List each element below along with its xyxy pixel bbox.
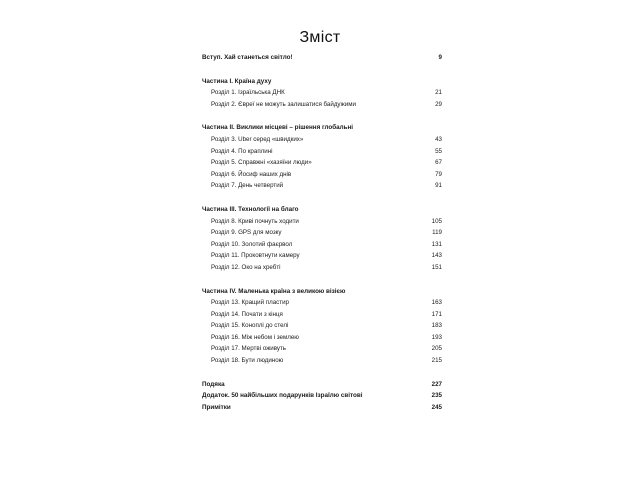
toc-entry-page: 91 xyxy=(435,182,442,190)
toc-entry-page: 105 xyxy=(431,217,442,225)
toc-entry-label: Розділ 8. Криві почнуть ходити xyxy=(211,217,299,225)
front-matter-group xyxy=(202,52,442,64)
toc-entry-chapter[interactable] xyxy=(202,239,442,251)
toc-entry-chapter[interactable] xyxy=(202,343,442,355)
toc-entry-page: 151 xyxy=(431,263,442,271)
toc-entry-chapter[interactable] xyxy=(202,250,442,262)
part-group-2 xyxy=(202,122,442,192)
toc-entry-chapter[interactable] xyxy=(202,355,442,367)
toc-entry-chapter[interactable] xyxy=(202,332,442,344)
toc-entry-appendix[interactable] xyxy=(202,390,442,402)
part-heading-3 xyxy=(202,204,442,216)
toc-entry-notes[interactable] xyxy=(202,402,442,414)
toc-entry-page: 143 xyxy=(431,252,442,260)
toc-entry-label: Вступ. Хай станеться світло! xyxy=(202,54,293,61)
toc-entry-page: 55 xyxy=(435,147,442,155)
toc-entry-chapter[interactable] xyxy=(202,297,442,309)
toc-entry-page: 235 xyxy=(431,392,442,400)
part-group-3 xyxy=(202,204,442,274)
toc-entry-label: Примітки xyxy=(202,403,231,411)
toc-entry-label: Розділ 14. Почати з кінця xyxy=(211,310,283,318)
toc-entry-chapter[interactable] xyxy=(202,227,442,239)
back-matter-group xyxy=(202,379,442,414)
part-heading-label: Частина II. Виклики місцеві – рішення глобальні xyxy=(202,124,354,132)
toc-entry-label: Розділ 9. GPS для мозку xyxy=(211,229,282,237)
toc-entry-page: 163 xyxy=(431,299,442,307)
toc-entry-chapter[interactable] xyxy=(202,180,442,192)
toc-entry-chapter[interactable] xyxy=(202,169,442,181)
toc-entry-label: Додаток. 50 найбільших подарунків Ізраїлю світові xyxy=(202,392,363,400)
toc-entry-page: 9 xyxy=(438,54,442,61)
toc-entry-label: Розділ 7. День четвертий xyxy=(211,182,284,190)
toc-entry-label: Подяка xyxy=(202,380,225,388)
part-group-4 xyxy=(202,286,442,367)
spacer xyxy=(202,274,442,286)
toc-entry-label: Розділ 17. Мертві оживуть xyxy=(211,345,287,353)
part-heading-label: Частина IV. Маленька країна з великою візією xyxy=(202,287,346,295)
toc-entry-chapter[interactable] xyxy=(202,309,442,321)
part-heading-2 xyxy=(202,122,442,134)
toc-entry-label: Розділ 2. Євреї не можуть залишатися байдужими xyxy=(211,100,356,108)
toc-entry-label: Розділ 10. Золотий фаєрвол xyxy=(211,240,293,248)
toc-entry-chapter[interactable] xyxy=(202,99,442,111)
toc-entry-page: 79 xyxy=(435,170,442,178)
toc-entry-chapter[interactable] xyxy=(202,320,442,332)
toc-entry-label: Розділ 18. Бути людиною xyxy=(211,357,284,365)
spacer xyxy=(202,367,442,379)
toc-entry-chapter[interactable] xyxy=(202,216,442,228)
toc-entry-page: 131 xyxy=(431,240,442,248)
toc-list xyxy=(202,52,442,413)
part-group-1 xyxy=(202,76,442,111)
toc-entry-chapter[interactable] xyxy=(202,134,442,146)
toc-entry-page: 119 xyxy=(432,229,442,237)
toc-entry-label: Розділ 13. Кращий пластир xyxy=(211,299,289,307)
toc-entry-intro[interactable] xyxy=(202,52,442,64)
spacer xyxy=(202,192,442,204)
part-heading-1 xyxy=(202,76,442,88)
toc-entry-page: 183 xyxy=(431,322,442,330)
toc-entry-chapter[interactable] xyxy=(202,146,442,158)
spacer xyxy=(202,110,442,122)
toc-entry-label: Розділ 3. Uber серед «швидких» xyxy=(211,135,304,143)
toc-entry-label: Розділ 5. Справжні «хазяїни люди» xyxy=(211,159,312,167)
toc-entry-label: Розділ 6. Йосиф наших днів xyxy=(211,170,292,178)
toc-entry-chapter[interactable] xyxy=(202,157,442,169)
toc-entry-label: Розділ 15. Коноплі до стелі xyxy=(211,322,289,330)
toc-entry-page: 245 xyxy=(431,403,442,411)
toc-entry-page: 205 xyxy=(431,345,442,353)
toc-entry-label: Розділ 16. Між небом і землею xyxy=(211,333,299,341)
toc-entry-chapter[interactable] xyxy=(202,262,442,274)
toc-entry-chapter[interactable] xyxy=(202,87,442,99)
toc-entry-page: 171 xyxy=(431,310,442,318)
part-heading-label: Частина I. Країна духу xyxy=(202,77,272,85)
toc-entry-page: 215 xyxy=(431,357,442,365)
page-title: Зміст xyxy=(299,29,341,46)
toc-entry-page: 21 xyxy=(435,89,442,97)
toc-entry-label: Розділ 4. По краплині xyxy=(211,147,273,155)
toc-entry-label: Розділ 1. Ізраїльська ДНК xyxy=(211,89,285,97)
spacer xyxy=(202,64,442,76)
toc-entry-page: 193 xyxy=(431,333,442,341)
part-heading-label: Частина III. Технології на благо xyxy=(202,205,299,213)
toc-entry-page: 227 xyxy=(431,380,442,388)
toc-entry-label: Розділ 12. Око на хребті xyxy=(211,263,281,271)
toc-entry-label: Розділ 11. Проковтнути камеру xyxy=(211,252,300,260)
toc-entry-page: 29 xyxy=(435,100,442,108)
part-heading-4 xyxy=(202,286,442,298)
toc-entry-page: 67 xyxy=(435,159,442,167)
toc-entry-acknowledgements[interactable] xyxy=(202,379,442,391)
toc-entry-page: 43 xyxy=(435,135,442,143)
